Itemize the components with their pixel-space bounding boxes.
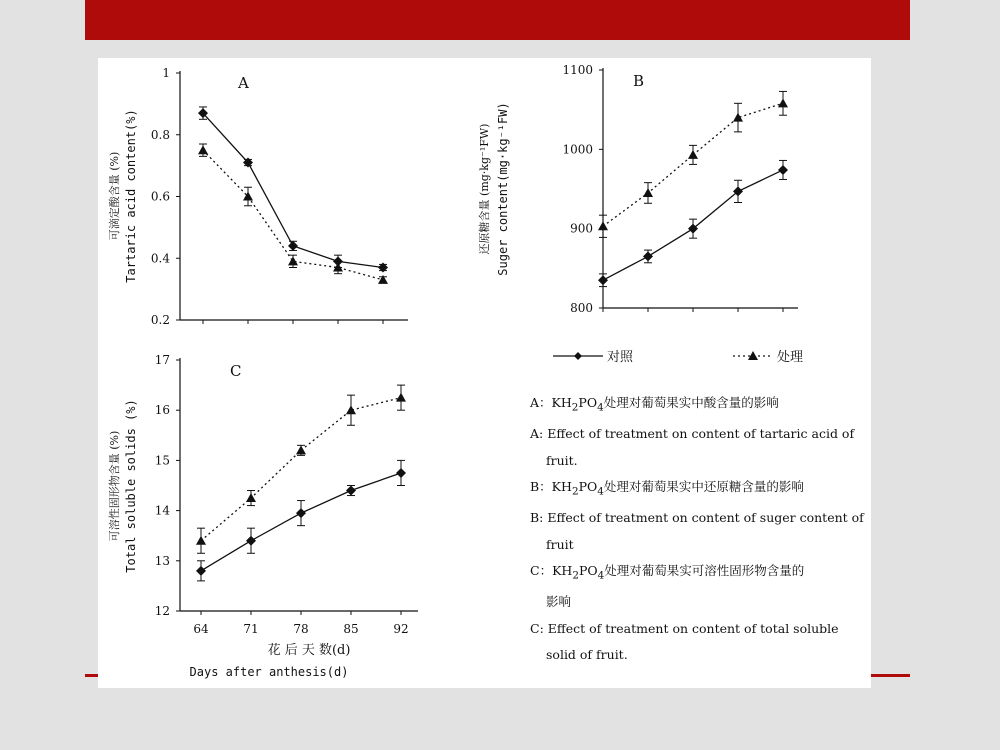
panel-c-x-tick-label: 85	[343, 622, 359, 636]
panel-b-series-control-point	[598, 275, 608, 285]
panel-a-series-treatment-point	[198, 145, 208, 154]
panel-a-y-tick-label: 0.6	[150, 189, 170, 204]
panel-c-series-control-point	[346, 486, 356, 496]
caption-c-cn: C：$KH_2PO_4$处理对葡萄果实可溶性固形物含量的	[530, 563, 805, 582]
panel-a-y-tick-label: 0.4	[150, 251, 170, 266]
panel-b-series-control-point	[643, 251, 653, 261]
panel-c-series-control-point	[246, 536, 256, 546]
panel-c-series-treatment-point	[296, 445, 306, 454]
panel-c-xlabel-cn: 花 后 天 数(d)	[267, 643, 351, 658]
panel-c-y-tick-label: 16	[154, 403, 170, 418]
figure-caption	[530, 390, 970, 669]
panel-a-series-treatment-point	[243, 192, 253, 201]
figure-image	[98, 58, 871, 688]
panel-a-series-control-point	[288, 241, 298, 251]
panel-c-y-tick-label: 17	[154, 353, 170, 367]
panel-c-series-control-point	[296, 508, 306, 518]
caption-a-cn: A：$KH_2PO_4$处理对葡萄果实中酸含量的影响	[530, 395, 779, 414]
panel-c-series-treatment-point	[346, 405, 356, 414]
panel-c-series-control-point	[196, 566, 206, 576]
panel-c-x-tick-label: 71	[243, 622, 259, 636]
panel-a-y-tick-label: 0.8	[150, 127, 170, 142]
panel-c-ylabel-en: Total soluble solids (%)	[124, 399, 138, 573]
caption-c-cn-2: 影响	[546, 594, 572, 609]
caption-c-en: C: Effect of treatment on content of total soluble	[530, 620, 839, 636]
panel-a-ylabel-en: Tartaric acid content(%)	[124, 109, 138, 283]
caption-b-cn: B：$KH_2PO_4$处理对葡萄果实中还原糖含量的影响	[530, 479, 804, 498]
legend-treatment-label: 处理	[777, 350, 804, 365]
panel-a-series-treatment-point	[378, 275, 388, 284]
panel-a-y-tick-label: 1	[162, 66, 170, 80]
panel-b-y-tick-label: 1100	[562, 63, 593, 77]
panel-c-ylabel-cn: 可溶性固形物含量 (%)	[108, 430, 121, 542]
panel-c-y-tick-label: 14	[154, 503, 170, 518]
panel-c-series-treatment-point	[396, 393, 406, 402]
title-bar	[85, 0, 910, 40]
legend-control-label: 对照	[607, 350, 634, 365]
panel-b-series-control-point	[778, 165, 788, 175]
caption-a-en: A: Effect of treatment on content of tartaric acid of	[530, 426, 855, 441]
panel-c-x-tick-label: 64	[193, 622, 209, 636]
panel-b-y-tick-label: 800	[570, 301, 593, 315]
panel-a-label: A	[238, 74, 249, 92]
panel-c-y-tick-label: 13	[154, 553, 170, 568]
panel-b-series-treatment-point	[688, 150, 698, 159]
panel-c-x-tick-label: 78	[293, 622, 309, 636]
legend-control-marker	[574, 352, 582, 360]
panel-b-ylabel-en: Suger content(mg·kg⁻¹FW)	[496, 102, 510, 276]
panel-b-label: B	[633, 72, 645, 90]
panel-b-y-tick-label: 900	[570, 221, 593, 236]
panel-a-series-treatment-point	[288, 256, 298, 265]
panel-a-y-tick-label: 0.2	[150, 313, 170, 327]
caption-a-en-2: fruit.	[546, 452, 578, 468]
panel-b-y-tick-label: 1000	[562, 142, 593, 157]
panel-b-series-treatment-point	[598, 221, 608, 230]
panel-a-ylabel-cn: 可滴定酸含量 (%)	[108, 151, 121, 241]
caption-b-en-2: fruit	[546, 536, 574, 552]
panel-c-xlabel-en: Days after anthesis(d)	[189, 665, 349, 679]
panel-c-label: C	[230, 362, 242, 380]
panel-c-y-tick-label: 15	[154, 453, 170, 468]
panel-c-x-tick-label: 92	[393, 622, 409, 636]
panel-c-series-control-point	[396, 468, 406, 478]
caption-c-en-2: solid of fruit.	[546, 647, 628, 662]
panel-b-ylabel-cn: 还原糖含量 (mg·kg⁻¹FW)	[478, 123, 491, 255]
footer-line-right	[870, 674, 910, 677]
caption-b-en: B: Effect of treatment on content of suger content of	[530, 510, 864, 525]
panel-c-y-tick-label: 12	[154, 604, 170, 618]
panel-b-series-treatment-point	[778, 98, 788, 107]
